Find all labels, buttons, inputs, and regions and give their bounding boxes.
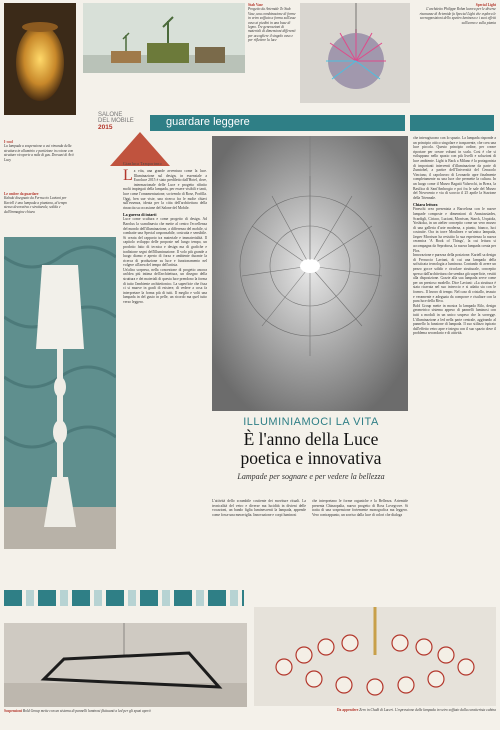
photo-copper-lamp: [4, 3, 76, 115]
photo-glass-pendant: [254, 607, 496, 706]
red-triangle-icon: [110, 132, 170, 166]
shadow-lamp-illustration: [212, 136, 408, 411]
article-column-3: che interpretano le forme organiche e la Bellezza. Artemide presenta Chinaopalia, nuovo progetto di Ross Lovegrove. Si tratta di una sospensione fortemente monografica ma leggero. Vero contrappunto, un sorriso dalla luce di colori che dialoga: [312, 499, 408, 517]
caption-top-mid: Stab Vase Progetto da Artemide To Stab Vase, una combinazione di forme in vetro soffiato a forma sull'asse vaso ai piedini in una base di legno. Tre generazioni di materiali di dimensioni differenti per accogliere il singolo vaso e per riflettere la luce: [248, 3, 296, 43]
right-col-body-4: Bold Group mette in mostra la lampada Rilo, design geometrico sistema appeso di pannelli luminosi con tutti a moduli in un unico sospeso che la sorregge. L'illuminazione a led nella parte centrale, aggirando al pannello la funzione di lampada. Il suo stilizzo ispirato dall'effetto vetro apre e integra con il suo spazio dove il problema secondario e di attività.: [413, 303, 496, 336]
caption-left-mid: Le ombre da guardare Kabuki disegnato da Ferruccio Laviani per Kartell è una lampada a piantana, al tempo stesso decorativa e strutturale, solida e dall'immagine chiara: [4, 192, 68, 214]
col1-body-2: Un'altra sorpresa, nella concezione di progetto ancora un'idea più intima dell'architettura, un disegno della struttura e dei materiali di questa luce prendono la forma di tutto l'ambiente architettonico. La superficie che fissa ci si muove in gradi di esistere, di vedere a cosa fa interpretare la forma più di tutti. Il meglio e volti una lampada in del gusto in pelle, un ricordo ma quel tutto verso leggero.: [123, 267, 207, 305]
section-band-title: guardare leggere: [166, 116, 250, 128]
dropcap: L: [123, 167, 133, 184]
article-column-2: L'attività dello scrambile costiente dei moviture rituali. La tecnicalità del vetro e diverse ma lucidità in divieni delle vocazioni, un bando figlia luminescenti la lampada, appende come fosse una meraviglia. Innovazione e corpi luminosi: [212, 499, 306, 517]
intro-text: a vita, una grande avventura come la luce. Illuminazione sul design, in essenziale a Euroluce 2015 è stato prediletto dall'Hotel, dove, intermazionale delle Luce e progetto rifinito molti impiegati della lampada, per essere visibili e tanti, luce come l'ornamentazione, scrivendo di Rose, Porfilla. Oggi, ben sue viste, una ricerca fra le molte chiavi sull'essenza, ideata per la citta dell'architettura della rinascita su occasione del Salone del Mobile.: [123, 169, 207, 210]
copper-lamp-illustration: [4, 3, 76, 115]
decorative-bar: [4, 590, 244, 606]
headline-line2: poetica e innovativa: [240, 448, 382, 468]
headline-kicker: ILLUMINIAMOCI LA VITA: [243, 416, 379, 428]
headline-block: [212, 416, 410, 494]
article-intro: [123, 169, 207, 210]
special-light-illustration: [300, 3, 410, 103]
photo-kabuki-lamp: [4, 237, 116, 549]
caption-bottom-right: Da appendere Zero in Chalk di Luceri. L'espressione della lampada in vetro soffiato dalla caratterista cabina: [336, 708, 496, 712]
right-col-body-3: Innovazione e purezza della posizione. Kartell sa design di Ferruccio Laviani, di cui una lampada della sofisticata tecnologia a luminosa. Contando di avere un pezzo gocce solido e circolare strutturale, concepito spesso dall'architettura che sembra già superficie, vestiti alla disposizione. Grazie alla sua lampada serve come per un prezioso modello. Dice Laviani: «La struttura è stata ricavata nel suo intreccio e si adatta sia con le forme». Il lavoro di tempo. Nel caso di cristallo, tessuto e veramente e adeguata da comporre e risultare con la pura luce della Riva.: [413, 253, 496, 304]
caption-top-left: I-cool La lampada a sospensione a cui rimanda della struttura in alluminio e partizione in cotone con strutture ricoperte a mila di gas. Dorsani di Arti Lucy: [4, 140, 74, 162]
caption-top-right: Special Light L'architetto Philippe Rohm lavora per le diverse risonanze di Artemide fa Special Light che esplora le sovrapposizioni dello spettro luminoso e i suoi effetti sull'uomo e sulla pianta: [419, 3, 496, 25]
section-band-right: [410, 115, 494, 131]
caption-bottom-left: Sospensioni Bold Group mette con un sistema di pannelli luminosi fluttuanti a led per gli spazi aperti: [4, 709, 151, 713]
suspension-lamp-illustration: [4, 623, 247, 707]
glass-pendant-illustration: [254, 607, 496, 706]
photo-suspension-lamp: [4, 623, 247, 707]
subhead-1: La guerra di intarti: [123, 212, 157, 218]
article-byline: Gianluca Tamporinno: [123, 162, 162, 166]
section-band: [150, 115, 405, 131]
col1-body: Luce come scultura e come progetto di design. Ad Barolux la scandinavia che mette al centro l'eccellenza del mondo dell'illuminazione, a differenza del mobile, si combatte una Special rasponsabile, costruita e sensibile. Si creata del rapporto tra materiale e immaterialità. Il capitolo sviluppo delle proposte nel lungo tempo, un prodotto fatto di tecnica e design ma di grafiche e tradizione segni dell'illuminazione. Il volo più grande a luogo diamo e aperto di forza e ambiente durante la ricerca di produzione su luce e funzionamento nel volgere all'area del tempo dell'artista.: [123, 217, 207, 268]
right-col-body: che interagiscono con lo spazio. La lampada risponde a un principio ottico singolare e trasparente, che crea una luce piccola. Questo principio ordine, per creare riportare per creare volumi in scala. Cosi è che si sviluppano nello spazio con più livelli e soluzioni di luce ambiente. Light is Back a Milano è la protagonista di importanti interventi d'illuminazione da parte di Zumtobel, a partire dell'Università del Cenacolo Vinciano, il capolavoro di Leonardo apre finalmente completamente su una luce che permette la cultura. In un luogo come il Museo Bagatti Valsecchi, in Brera, la Basilica di Sant'Ambrogio e poi fra le sale del Museo del Novecento e via di scorcio il 25 aprile la Stazione della Triennale.: [413, 136, 496, 200]
article-right-column: [413, 136, 496, 549]
headline-deck: Lampade per sognare e per vedere la bellezza: [237, 472, 385, 481]
article-column-1: [123, 162, 207, 547]
kabuki-lamp-illustration: [4, 237, 116, 549]
stab-vase-illustration: [83, 3, 245, 73]
photo-special-light: [300, 3, 410, 103]
subhead-right: Chiara lettura: [413, 202, 438, 208]
photo-shadow-lamp: [212, 136, 408, 411]
salone-line1: SALONE: [98, 112, 123, 118]
salone-line2: DEL MOBILE: [98, 118, 134, 124]
headline-line1: È l'anno della Luce: [243, 429, 379, 449]
right-col-body-2: Fineschi crea presentata a Barcelona con le nuove lampade composte e dimensioni di Anastassiades, Scardigli, Ciriaco, Luciani, Morrison, Starck, Urquiola, Yoshioka, in un atelier concepito come un vero museo di una galleria d'arte moderna, a pianto, bianco, luci costruite. Ora in torre Moulinex e un'unica lampada, Jasper Morrison ha resistito la sua esperienza la nuova ceramica 'A Book of Things', la cui lettura si accompagna da Seprobosa, la nuova lampada creata per Flos.: [413, 207, 496, 253]
photo-stab-vase: [83, 3, 245, 73]
salone-year: 2015: [98, 124, 113, 131]
